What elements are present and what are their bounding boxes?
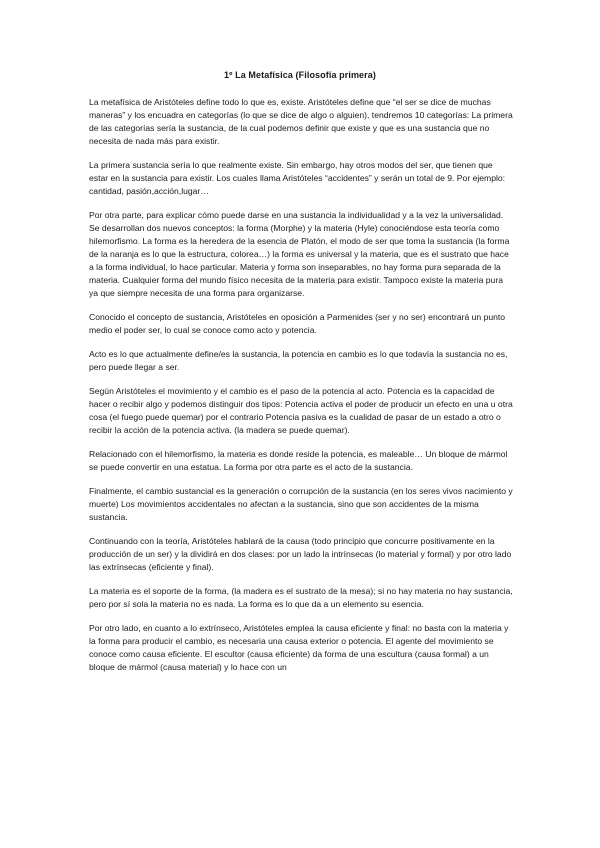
paragraph: Conocido el concepto de sustancia, Aristóteles en oposición a Parmenides (ser y no ser) encontrará un punto medio el poder ser, lo cual se conoce como acto y potencia.: [89, 312, 506, 335]
document-body: [89, 96, 513, 685]
paragraph: Continuando con la teoría, Aristóteles hablará de la causa (todo principio que concurre positivamente en la producción de un ser) y la dividirá en dos clases: por un lado la intrínsecas (lo material y formal) y por otro lado las extrínsecas (eficiente y final).: [89, 536, 512, 572]
paragraph: Por otra parte, para explicar cómo puede darse en una sustancia la individualidad y a la vez la universalidad. Se desarrollan dos nuevos conceptos: la forma (Morphe) y la materia (Hyle) conociéndose esta teoría como hilemorfismo. La forma es la heredera de la esencia de Platón, el modo de ser que toma la sustancia (la forma de la naranja es lo que la estructura, colorea…) la forma es universal y la materia, que es el sustrato que hace a la forma individual, lo hace particular. Materia y forma son inseparables, no hay forma pura separada de la materia. Cualquier forma del mundo físico necesita de la materia para existir. Tampoco existe la materia pura ya que siempre necesita de una forma para organizarse.: [89, 210, 510, 298]
paragraph: La primera sustancia sería lo que realmente existe. Sin embargo, hay otros modos del ser, que tienen que estar en la sustancia para existir. Los cuales llama Aristóteles “accidentes” y serán un total de 9. Por ejemplo: cantidad, pasión,acción,lugar…: [89, 160, 506, 196]
paragraph: Según Aristóteles el movimiento y el cambio es el paso de la potencia al acto. Potencia es la capacidad de hacer o recibir algo y podemos distinguir dos tipos: Potencia activa el poder de producir un efecto en una u otra cosa (el fuego puede quemar) por el contrario Potencia pasiva es la cualidad de pasar de un estado a otro o recibir la acción de la potencia activa. (la madera se puede quemar).: [89, 386, 513, 435]
document-title: 1º La Metafísica (Filosofía primera): [224, 70, 376, 80]
paragraph: Acto es lo que actualmente define/es la sustancia, la potencia en cambio es lo que todavía la sustancia no es, pero puede llegar a ser.: [89, 349, 508, 372]
paragraph: Finalmente, el cambio sustancial es la generación o corrupción de la sustancia (en los seres vivos nacimiento y muerte) Los movimientos accidentales no afectan a la sustancia, sino que son accidentes de la misma sustancia.: [89, 486, 513, 522]
paragraph: Relacionado con el hilemorfismo, la materia es donde reside la potencia, es maleable… Un bloque de mármol se puede convertir en una estatua. La forma por otra parte es el acto de la sustancia.: [89, 449, 508, 472]
paragraph: Por otro lado, en cuanto a lo extrínseco, Aristóteles emplea la causa eficiente y final: no basta con la materia y la forma para producir el cambio, es necesaria una causa exterior o potencia. El agente del movimiento se conoce como causa eficiente. El escultor (causa eficiente) da forma de una escultura (causa formal) a un bloque de mármol (causa material) y lo hace con un: [89, 623, 509, 672]
paragraph: La metafísica de Aristóteles define todo lo que es, existe. Aristóteles define que “el ser se dice de muchas maneras” y los encuadra en categorías (lo que se dice de algo o alguien), tendremos 10 categorías: La primera de las categorías sería la sustancia, de la cual podemos definir que existe y que es una sustancia que no necesita de nada más para existir.: [89, 97, 513, 146]
paragraph: La materia es el soporte de la forma, (la madera es el sustrato de la mesa); si no hay materia no hay sustancia, pero por sí sola la materia no es nada. La forma es lo que da a un elemento su esencia.: [89, 586, 513, 609]
